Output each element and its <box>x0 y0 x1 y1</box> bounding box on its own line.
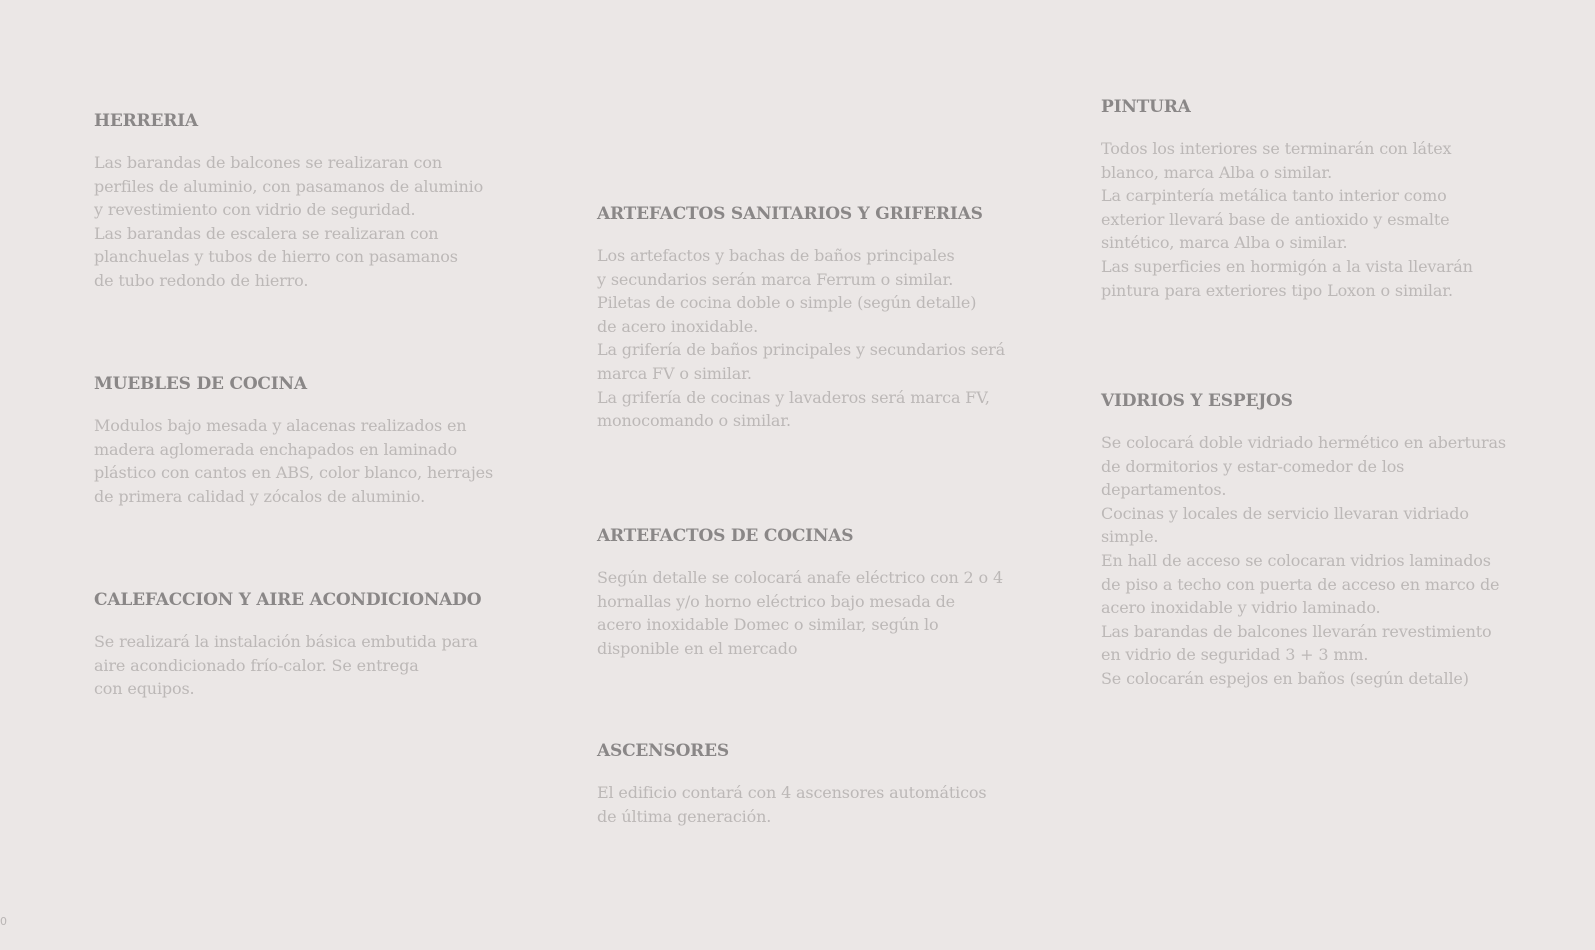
body-line: aire acondicionado frío-calor. Se entrega <box>94 655 419 675</box>
body-line: acero inoxidable y vidrio laminado. <box>1101 598 1381 618</box>
body-line: madera aglomerada enchapados en laminado <box>94 439 457 459</box>
body-line: Las barandas de balcones llevarán revestimiento <box>1101 621 1492 641</box>
body-line: marca FV o similar. <box>597 363 752 383</box>
section-muebles-de-cocina <box>94 373 493 508</box>
body-line: Modulos bajo mesada y alacenas realizados en <box>94 416 467 435</box>
body-line: en vidrio de seguridad 3 + 3 mm. <box>1101 645 1369 665</box>
body-line: Piletas de cocina doble o simple (según detalle) <box>597 293 977 313</box>
section-body <box>597 244 1005 433</box>
body-line: acero inoxidable Domec o similar, según lo <box>597 615 939 635</box>
section-body <box>597 566 1003 660</box>
body-line: Según detalle se colocará anafe eléctrico con 2 o 4 <box>597 568 1003 587</box>
body-line: disponible en el mercado <box>597 638 798 658</box>
section-ascensores <box>597 740 986 828</box>
section-artefactos-sanitarios <box>597 203 1005 433</box>
section-title: ARTEFACTOS SANITARIOS Y GRIFERIAS <box>597 204 983 224</box>
body-line: Cocinas y locales de servicio llevaran vidriado <box>1101 503 1469 523</box>
body-line: Las barandas de balcones se realizaran con <box>94 153 442 172</box>
section-title: MUEBLES DE COCINA <box>94 374 307 394</box>
body-line: de piso a techo con puerta de acceso en marco de <box>1101 574 1500 594</box>
body-line: y revestimiento con vidrio de seguridad. <box>94 200 416 220</box>
body-line: monocomando o similar. <box>597 411 791 431</box>
body-line: Todos los interiores se terminarán con látex <box>1101 139 1452 158</box>
body-line: departamentos. <box>1101 480 1227 500</box>
body-line: La carpintería metálica tanto interior como <box>1101 186 1447 206</box>
section-body <box>1101 431 1506 691</box>
section-body <box>94 630 481 701</box>
body-line: Se colocará doble vidriado hermético en aberturas <box>1101 433 1506 452</box>
body-line: y secundarios serán marca Ferrum o similar. <box>597 269 954 289</box>
section-title: PINTURA <box>1101 97 1191 117</box>
body-line: sintético, marca Alba o similar. <box>1101 233 1348 253</box>
body-line: perfiles de aluminio, con pasamanos de aluminio <box>94 176 484 196</box>
body-line: de primera calidad y zócalos de aluminio. <box>94 486 426 506</box>
body-line: La grifería de cocinas y lavaderos será marca FV, <box>597 387 990 407</box>
body-line: En hall de acceso se colocaran vidrios laminados <box>1101 550 1491 570</box>
section-title: HERRERIA <box>94 111 198 131</box>
body-line: Se colocarán espejos en baños (según detalle) <box>1101 668 1469 688</box>
body-line: de acero inoxidable. <box>597 316 759 336</box>
section-title: ARTEFACTOS DE COCINAS <box>597 526 854 546</box>
section-vidrios-y-espejos <box>1101 390 1506 691</box>
body-line: de dormitorios y estar-comedor de los <box>1101 456 1405 476</box>
body-line: blanco, marca Alba o similar. <box>1101 162 1333 182</box>
body-line: con equipos. <box>94 679 195 699</box>
body-line: Las barandas de escalera se realizaran con <box>94 223 439 243</box>
section-title: ASCENSORES <box>597 741 729 761</box>
body-line: pintura para exteriores tipo Loxon o similar. <box>1101 280 1453 300</box>
body-line: plástico con cantos en ABS, color blanco, herrajes <box>94 463 494 483</box>
body-line: de tubo redondo de hierro. <box>94 270 309 290</box>
section-title: CALEFACCION Y AIRE ACONDICIONADO <box>94 590 482 610</box>
section-title: VIDRIOS Y ESPEJOS <box>1101 391 1293 411</box>
section-body <box>1101 137 1473 302</box>
section-body <box>94 414 493 508</box>
section-body <box>94 151 483 293</box>
body-line: hornallas y/o horno eléctrico bajo mesada de <box>597 591 955 611</box>
section-body <box>597 781 986 828</box>
body-line: simple. <box>1101 527 1159 547</box>
section-artefactos-de-cocinas <box>597 525 1003 660</box>
body-line: exterior llevará base de antioxido y esmalte <box>1101 209 1450 229</box>
body-line: El edificio contará con 4 ascensores automáticos <box>597 783 987 802</box>
section-calefaccion <box>94 589 481 701</box>
body-line: Los artefactos y bachas de baños principales <box>597 246 955 265</box>
section-herreria <box>94 110 483 293</box>
section-pintura <box>1101 96 1473 302</box>
body-line: de última generación. <box>597 806 772 826</box>
body-line: La grifería de baños principales y secundarios será <box>597 340 1005 360</box>
body-line: Las superficies en hormigón a la vista llevarán <box>1101 256 1473 276</box>
body-line: planchuelas y tubos de hierro con pasamanos <box>94 247 458 267</box>
page-number: 0 <box>0 915 7 928</box>
body-line: Se realizará la instalación básica embutida para <box>94 632 478 651</box>
